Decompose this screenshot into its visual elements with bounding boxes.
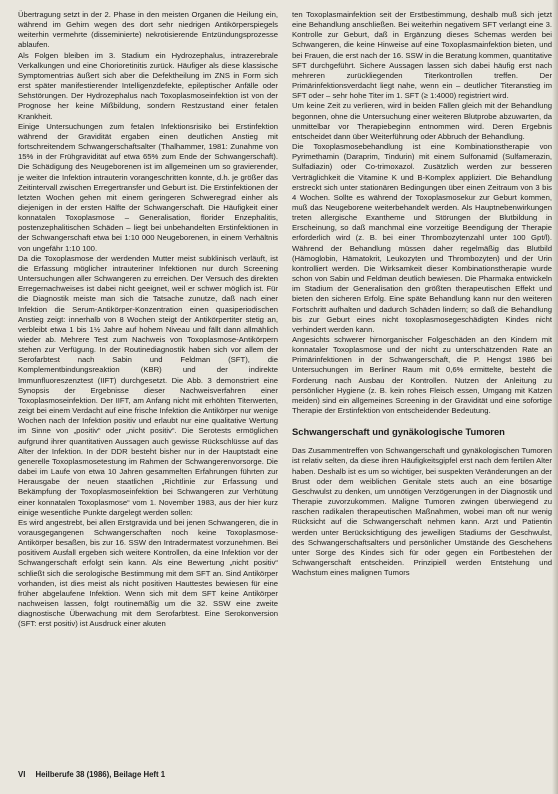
paragraph: Angesichts schwerer hirnorganischer Folgeschäden an den Kindern mit konnataler Toxoplasmose und der nicht zu unterschätzenden Rate an Primärinfektionen in der Schwangerschaft, die P. Hengst 1986 bei Untersuchungen im Berliner Raum mit 0,6% ermittelte, besteht die Forderung nach Ausbau der Kontrollen. Nutzen der Anleitung zu persönlicher Hygiene (z. B. kein rohes Fleisch essen, Umgang mit Katzen meiden) sind ein allgemeines Screening in der Gravidität und eine sofortige Therapie der Erstinfektion von entscheidender Bedeutung. xyxy=(292,335,552,416)
paragraph: Es wird angestrebt, bei allen Erstgravida und bei jenen Schwangeren, die in vorausgegangenen Schwangerschaften noch keine Toxoplasmose-Antikörper besaßen, bis zur 16. SSW den Intradermatest vorzunehmen. Bei positivem Ausfall ergeben sich weitere Kontrollen, da eine Infektion vor der Schwangerschaft erfolgt sein kann. Als eine Bewertung „nicht positiv“ schließt sich die serologische Bestimmung mit dem SFT an. Sind Antikörper vorhanden, ist dies meist als nicht positiven Hauttestes bewiesen für eine früher abgelaufene Infektion. Wenn sich mit dem SFT keine Antikörper nachweisen lassen, folgt routinemäßig um die 32. SSW eine zweite diagnostische Überwachung mit dem Serofarbtest. Eine Serokonversion (SFT: erst positiv) ist Ausdruck einer akuten xyxy=(18,517,278,629)
paragraph: Einige Untersuchungen zum fetalen Infektionsrisiko bei Erstinfektion während der Gravidität ergaben einen deutlichen Anstieg mit fortschreitendem Schwangerschaftsalter (Thalhammer, 1981: Zunahme von 15% in der Frühgravidität auf etwa 65% zum Ende der Schwangerschaft). Die Schädigung des Neugeborenen ist im allgemeinen um so gravierender, je weiter die Infektion intrauterin vorangeschritten konnte, d.h. je größer das Zeitintervall zwischen Erregertransfer und Geburt ist. Die Erstinfektionen der letzten Wochen gehen mit einem geringeren Schweregrad einher als diejenigen in der ersten Hälfte der Schwangerschaft. Die Häufigkeit einer konnatalen Toxoplasmose – Generalisation, florider Enzephalitis, postenzephalitischen Schäden – liegt bei unbehandelten Erstinfektionen in der Schwangerschaft etwa bei 1:10 000 Neugeborenen, in einem Verhältnis von ungefähr 1:10 100. xyxy=(18,121,278,253)
paragraph: Um keine Zeit zu verlieren, wird in beiden Fällen gleich mit der Behandlung begonnen, ohne die Untersuchung einer weiteren Blutprobe abzuwarten, da unmittelbar vor Therapiebeginn entnommen wird. Deren Ergebnis entscheidet dann über Weiterführung oder Abbruch der Behandlung. xyxy=(292,101,552,141)
journal-citation: Heilberufe 38 (1986), Beilage Heft 1 xyxy=(35,770,166,779)
paragraph: Das Zusammentreffen von Schwangerschaft und gynäkologischen Tumoren ist relativ selten, da diese ihren Häufigkeitsgipfel erst nach dem fertilen Alter haben. Deshalb ist es um so wichtiger, bei suspekten Veränderungen an der Brust oder dem weiblichen Genitale stets auch an eine bösartige Geschwulst zu denken, um unnötigen Verzögerungen in der Diagnostik und Therapie zuvorzukommen. Maligne Tumoren zwingen überwiegend zu raschen radikalen therapeutischen Maßnahmen, wobei man oft nur wenig Rücksicht auf die Schwangerschaft nehmen kann. Arzt und Patientin werden unter Berücksichtigung des jeweiligen Stadiums der Geschwulst, des Schwangerschaftsalters und persönlicher Umstände des Geschehens unter Sorge des Kindes sich für oder gegen ein Fortbestehen der Schwangerschaft entscheiden. Prinzipiell werden Entstehung und Wachstum eines malignen Tumors xyxy=(292,446,552,578)
paragraph: Da die Toxoplasmose der werdenden Mutter meist subklinisch verläuft, ist die Erfassung möglicher intrauteriner Infektionen nur durch Screening Untersuchungen aller Schwangeren zu erreichen. Der Versuch des direkten Erregernachweises ist dabei nicht geeignet, weil er schwer möglich ist. Für die Diagnostik meiste man sich die Tatsache zunutze, daß nach einer Infektion die Serum-Antikörper-Konzentration einen quasiperiodischen Anstieg zeigt: innerhalb von 8 Wochen steigt der Antikörpertiter stetig an, verbleibt etwa 1 bis 1½ Jahre auf hohem Niveau und fällt dann allmählich wieder ab. Mehrere Test zum Nachweis von Toxoplasmose-Antikörpern stehen zur Verfügung. In der Routinediagnostik haben sich vor allem der Serofarbtest nach Sabin und Feldman (SFT), die Komplementbindungsreaktion (KBR) und der indirekte Immunfluoreszenztest (IIFT) durchgesetzt. Die Abb. 3 demonstriert eine Synopsis der Ergebnisse dieser Nachweisverfahren einer Toxoplasmoseinfektion. Der IIFT, am Anfang nicht mit erhöhten Titerwerten, zeigt bei einem Verdacht auf eine frische Infektion die Antikörper nur wenige Wochen nach der Infektion positiv und erlaubt nur eine qualitative Wertung im Sinne von „positiv“ oder „nicht positiv“. Die Serotests ermöglichen aufgrund ihrer quantitativen Aussagen auch gewisse Rückschlüsse auf das Alter der Infektion. In der DDR besteht bisher nur in der Hauptstadt eine generelle Toxoplasmosetestung im Rahmen der Schwangerenvorsorge. Die dabei im Laufe von etwa 10 Jahren gesammelten Erfahrungen führten zur Herausgabe der neuen staatlichen „Richtlinie zur Erfassung und Bekämpfung der Toxoplasmoseinfektion bei Schwangeren zur Verhütung einer konnatalen Toxoplasmose“ vom 1. November 1983, aus der hier kurz einige wesentliche Punkte dargelegt werden sollen: xyxy=(18,253,278,517)
left-column xyxy=(18,10,278,758)
paragraph: ten Toxoplasmainfektion seit der Erstbestimmung, deshalb muß sich jetzt eine Behandlung anschließen. Bei weiterhin negativem SFT verlangt eine 3. Kontrolle zur Geburt, daß in Ergänzung dieses Schemas werden bei Schwangeren, die keine Hinweise auf eine Toxoplasmainfektion bieten, und bei Frauen, die erst nach der 16. SSW in die Beratung kommen, quantitative SFT durchgeführt. Sichere Aussagen lassen sich dabei häufig erst nach mehreren zurückliegenden Titerkontrollen treffen. Der Primärinfektionsverdacht liegt nahe, wenn ein – deutlicher Titeranstieg im SFT oder – sehr hohe Titer im 1. SFT (≥ 1:4000) registriert wird. xyxy=(292,10,552,101)
page-edge-shadow xyxy=(552,0,558,794)
page-number: VI xyxy=(18,770,26,779)
text-columns xyxy=(18,10,552,758)
paragraph: Als Folgen bleiben im 3. Stadium ein Hydrozephalus, intrazerebrale Verkalkungen und eine Chorioretinitis zurück. Häufiger als diese klassische Symptomentrias äußert sich aber die Defektheilung im ZNS in Form sich erst später manifestierender Intelligenzdefekte, epileptischer Anfälle oder Sehstörungen. Der Hydrozephalus nach Toxoplasmoseinfektion ist von der Prognose her keine Mißbildung, sondern Restzustand einer fetalen Krankheit. xyxy=(18,50,278,121)
page-footer xyxy=(18,770,165,779)
paragraph: Übertragung setzt in der 2. Phase in den meisten Organen die Heilung ein, während im Gehirn wegen des dort sehr niedrigen Antikörperspiegels weiterhin vermehrte (disseminierte) nekrotisierende Entzündungsprozesse ablaufen. xyxy=(18,10,278,50)
right-column xyxy=(292,10,552,758)
paragraph: Die Toxoplasmosebehandlung ist eine Kombinationstherapie von Pyrimethamin (Daraprim, Tindurin) mit einem Sulfonamid (Sulfamerazin, Sulfadiazin) oder Co-trimoxazol. Zusätzlich werden zur besseren Verträglichkeit die Vitamine K und B-Komplex appliziert. Die Behandlung erstreckt sich unter stationären Bedingungen über einen Zeitraum von 3 bis 4 Wochen. Sollte es während der Toxoplasmosekur zur Geburt kommen, muß das Neugeborene weiterbehandelt werden. Als Hauptnebenwirkungen treten allergische Exantheme und Störungen der Blutbildung in Erscheinung, so daß manchmal eine vorzeitige Beendigung der Therapie erforderlich wird (z. B. bei einer Thrombozytenzahl unter 100 Gpt/l). Während der Behandlung müssen daher regelmäßig das Blutbild (Hämoglobin, Hämatokrit, Leukozyten und Thrombozyten) und der Urin kontrolliert werden. Die Wirksamkeit dieser Kombinationstherapie wurde schon von Sabin und Feldman deutlich bewiesen. Die Pharmaka entwickeln im Stadium der Generalisation den größten therapeutischen Effekt und bieten den sicheren Erfolg. Eine späte Behandlung kann nur den weiteren Fortschritt aufhalten und dadurch Schäden lindern; so daß die Behandlung bis zur Geburt eines nicht toxoplasmosegeschädigten Kindes nicht verhindert werden kann. xyxy=(292,142,552,334)
section-heading: Schwangerschaft und gynäkologische Tumoren xyxy=(292,426,505,438)
